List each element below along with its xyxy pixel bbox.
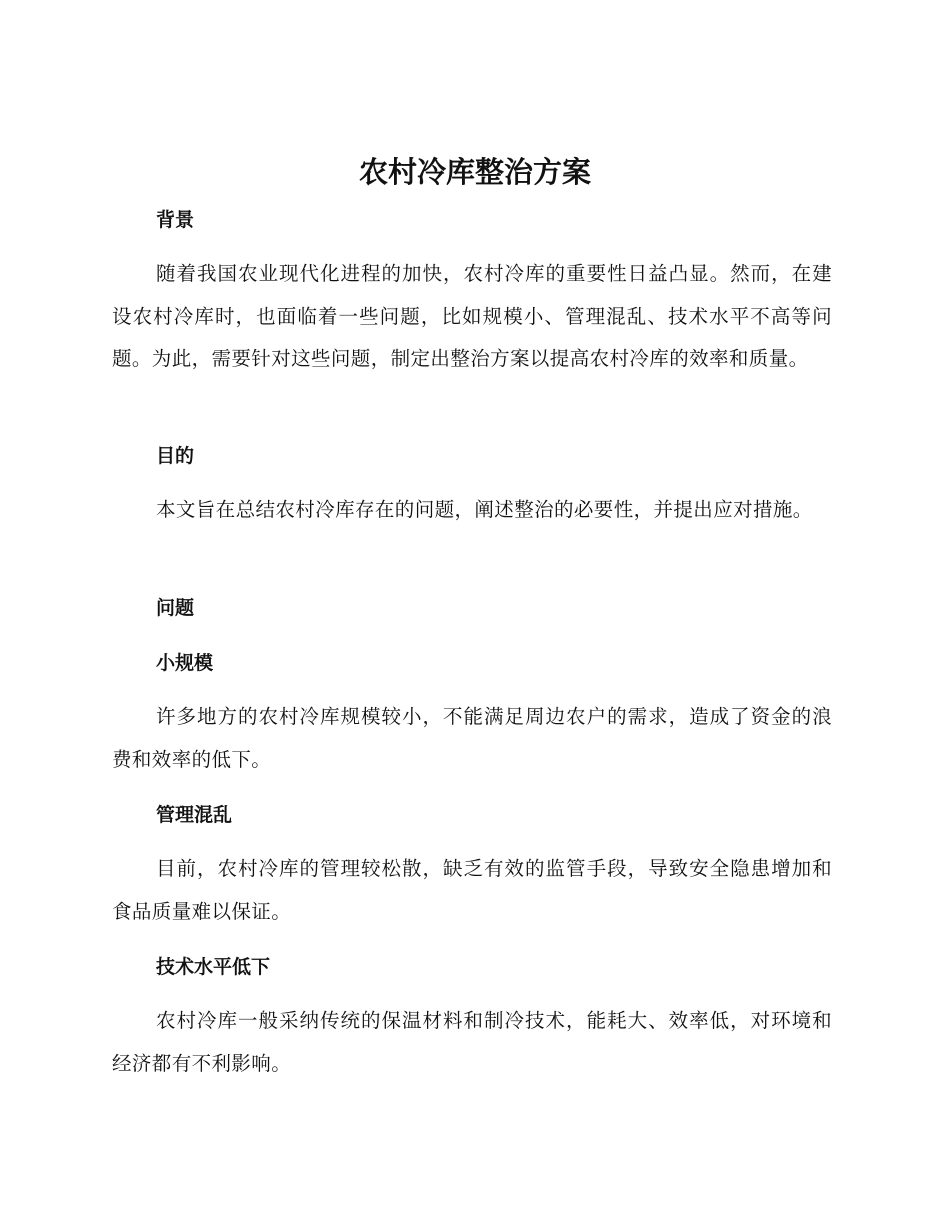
section-heading-purpose: 目的: [156, 445, 195, 467]
section-heading-background: 背景: [156, 209, 195, 231]
document-title: 农村冷库整治方案: [358, 155, 591, 189]
section-heading-technology: 技术水平低下: [156, 956, 271, 978]
section-heading-management: 管理混乱: [156, 804, 233, 826]
section-heading-small-scale: 小规模: [156, 652, 214, 674]
section-heading-problems: 问题: [156, 597, 195, 619]
section-paragraph-management: 目前，农村冷库的管理较松散，缺乏有效的监管手段，导致安全隐患增加和食品质量难以保证。: [112, 857, 832, 923]
section-paragraph-small-scale: 许多地方的农村冷库规模较小，不能满足周边农户的需求，造成了资金的浪费和效率的低下。: [112, 705, 832, 771]
section-paragraph-purpose: 本文旨在总结农村冷库存在的问题，阐述整治的必要性，并提出应对措施。: [156, 498, 813, 521]
section-paragraph-background: 随着我国农业现代化进程的加快，农村冷库的重要性日益凸显。然而，在建设农村冷库时，也面临着一些问题，比如规模小、管理混乱、技术水平不高等问题。为此，需要针对这些问题，制定出整治方案以提高农村冷库的效率和质量。: [112, 262, 832, 370]
section-paragraph-technology: 农村冷库一般采纳传统的保温材料和制冷技术，能耗大、效率低，对环境和经济都有不利影响。: [112, 1009, 832, 1075]
